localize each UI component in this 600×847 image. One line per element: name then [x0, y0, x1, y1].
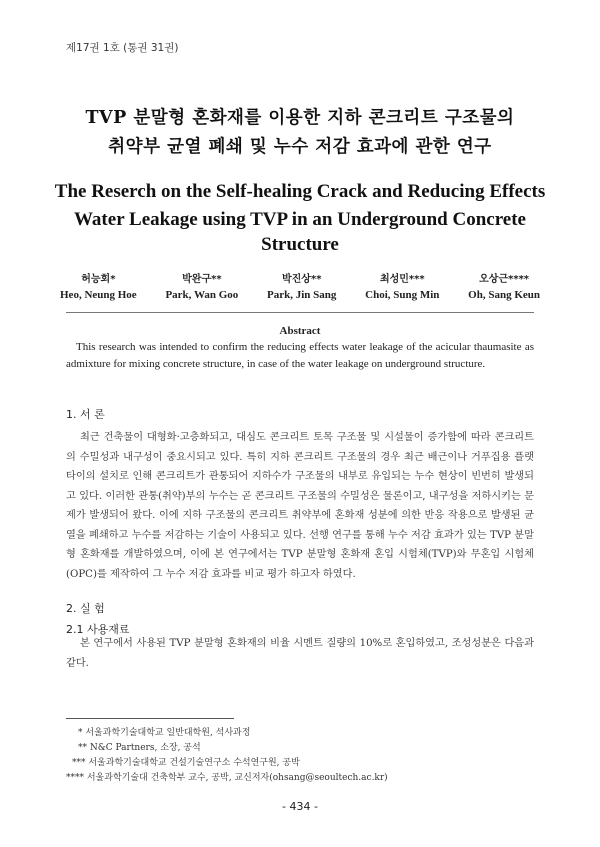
- author-name-korean: 박완구**: [182, 274, 222, 285]
- title-english-line-2: Water Leakage using TVP in an Underground Concrete: [73, 209, 526, 230]
- author-name-english: Choi, Sung Min: [365, 289, 440, 301]
- footnote: *** 서울과학기술대학교 건설기술연구소 수석연구원, 공박: [72, 758, 300, 768]
- author-name-english: Heo, Neung Hoe: [60, 289, 137, 301]
- footnote: * 서울과학기술대학교 일반대학원, 석사과정: [78, 728, 251, 738]
- section-1-heading: 1. 서 론: [66, 408, 105, 421]
- title-korean-line-2: 취약부 균열 폐쇄 및 누수 저감 효과에 관한 연구: [108, 137, 492, 157]
- author-entry: [365, 270, 439, 301]
- section-1-text: 최근 건축물이 대형화·고층화되고, 대심도 콘크리트 토목 구조물 및 시설물이 증가함에 따라 콘크리트의 수밀성과 내구성이 중요시되고 있다. 특히 지하 콘크리트 구조물의 경우 최근 배근이나 거푸집용 플랫타이의 설치로 인해 콘크리트가 관통되어 지하수가 구조물의 내부로 유입되는 누수 현상이 빈번히 발생되고 있다. 이러한 관통(취약)부의 누수는 곧 콘크리트 구조물의 수밀성은 물론이고, 내구성을 저하시키는 문제가 발생되어 왔다. 이에 지하 구조물의 콘크리트 취약부에 혼화재 성분에 의한 반응 작용으로 발생된 균열을 폐쇄하고 누수를 저감하는 기술이 사용되고 있다. 선행 연구를 통해 누수 저감 효과가 있는 TVP 분말형 혼화재를 개발하였으며, 이에 본 연구에서는 TVP 분말형 혼화재 혼입 시험체(TVP)와 무혼입 시험체(OPC)를 제작하여 그 누수 저감 효과를 비교 평가 하고자 하였다.: [66, 432, 534, 580]
- footnote: **** 서울과학기술대 건축학부 교수, 공박, 교신저자(ohsang@seoultech.ac.kr): [66, 773, 388, 783]
- author-name-english: Park, Jin Sang: [267, 289, 337, 301]
- author-name-korean: 오상근****: [479, 274, 530, 285]
- divider: [66, 312, 534, 313]
- page-number: - 434 -: [282, 800, 318, 813]
- section-2-1-heading: 2.1 사용재료: [66, 623, 130, 636]
- footnote: ** N&C Partners, 소장, 공석: [78, 743, 201, 753]
- author-name-english: Oh, Sang Keun: [468, 289, 540, 301]
- section-2-heading: 2. 실 험: [66, 602, 105, 615]
- abstract-heading: Abstract: [279, 325, 321, 337]
- title-english-line-1: The Reserch on the Self-healing Crack and Reducing Effects: [54, 181, 546, 202]
- title-korean-line-1: TVP 분말형 혼화재를 이용한 지하 콘크리트 구조물의: [85, 108, 515, 128]
- author-entry: [267, 270, 336, 301]
- author-name-english: Park, Wan Goo: [165, 289, 239, 301]
- author-list: [60, 270, 540, 301]
- section-2-1-text: 본 연구에서 사용된 TVP 분말형 혼화재의 비율 시멘트 질량의 10%로 혼입하였고, 조성성분은 다음과 같다.: [66, 638, 534, 669]
- journal-header: 제17권 1호 (통권 31권): [66, 42, 179, 54]
- author-entry: [165, 270, 238, 301]
- footnote-divider: [66, 718, 234, 719]
- author-name-korean: 허능회*: [81, 274, 116, 285]
- author-entry: [60, 270, 137, 301]
- author-name-korean: 박진상**: [281, 274, 322, 285]
- abstract-text: This research was intended to confirm the reducing effects water leakage of the acicular thaumasite as admixture for mixing concrete structure, in case of the water leakage on underground structure.: [66, 341, 534, 370]
- title-english-line-3: Structure: [261, 234, 339, 255]
- author-name-korean: 최성민***: [379, 274, 425, 285]
- author-entry: [468, 270, 540, 301]
